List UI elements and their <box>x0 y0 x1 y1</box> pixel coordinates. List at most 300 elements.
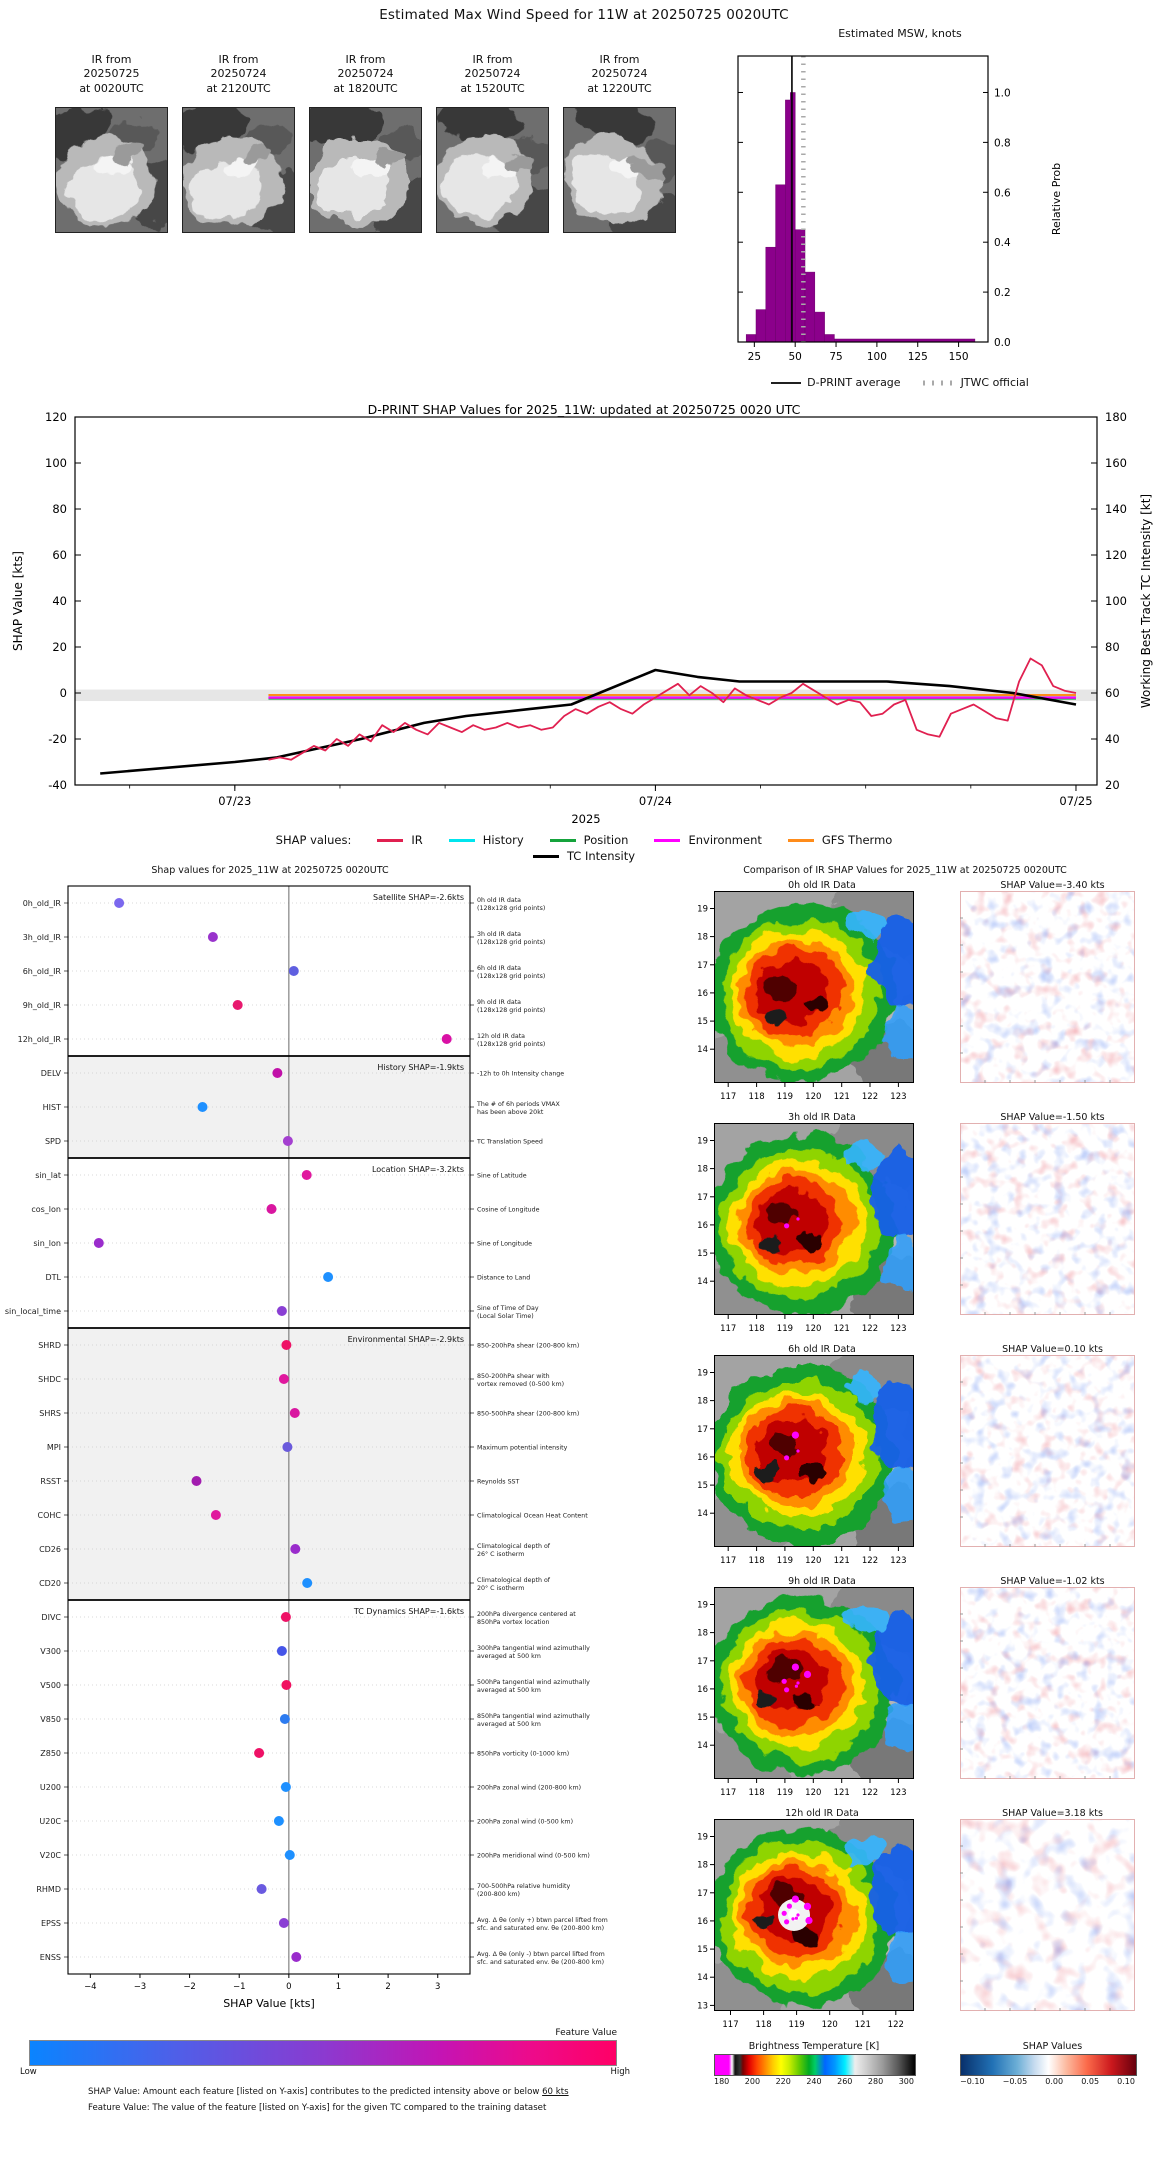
ir-thumbnail <box>563 53 676 237</box>
shap-dot <box>277 1306 287 1316</box>
section-label: Location SHAP=-3.2kts <box>371 1165 464 1174</box>
feature-label: DELV <box>40 1069 61 1078</box>
svg-text:121: 121 <box>854 2020 871 2030</box>
feature-label: U20C <box>39 1817 61 1826</box>
timeseries-ylabel-left: SHAP Value [kts] <box>11 551 25 651</box>
svg-text:0.8: 0.8 <box>994 137 1011 150</box>
brightness-temp-ticks <box>714 2077 914 2086</box>
comparison-row <box>698 880 1168 1107</box>
comparison-row <box>698 1808 1168 2035</box>
histogram-bar <box>805 272 815 342</box>
feature-description: 850hPa vorticity (0-1000 km) <box>477 1750 570 1758</box>
ir-data-panel <box>698 1576 930 1803</box>
ir-satellite-image <box>436 107 549 233</box>
comparison-row <box>698 1112 1168 1339</box>
svg-text:119: 119 <box>776 1092 794 1102</box>
feature-description: Sine of Time of Day (Local Solar Time) <box>477 1305 539 1320</box>
svg-text:0: 0 <box>59 686 67 700</box>
svg-text:14: 14 <box>698 1277 708 1288</box>
svg-text:18: 18 <box>698 1628 708 1639</box>
shap-dot <box>281 1782 291 1792</box>
svg-text:117: 117 <box>722 2020 739 2030</box>
timeseries-xlabel: 2025 <box>571 812 601 826</box>
ir-thumbnail <box>182 53 295 237</box>
svg-text:0: 0 <box>286 1982 292 1992</box>
shap-dot <box>290 1544 300 1554</box>
svg-text:120: 120 <box>45 410 67 424</box>
solid-line-swatch <box>771 379 801 387</box>
svg-text:122: 122 <box>887 2020 904 2030</box>
svg-text:122: 122 <box>861 1092 879 1102</box>
shap-dot <box>282 1442 292 1452</box>
ir-data-title: 12h old IR Data <box>785 1808 859 1819</box>
svg-text:118: 118 <box>748 1092 765 1102</box>
feature-description: Avg. Δ θe (only -) btwn parcel lifted from sfc. and saturated env. θe (200-800 km) <box>477 1951 605 1966</box>
svg-text:119: 119 <box>776 1556 794 1566</box>
svg-text:17: 17 <box>698 1888 708 1899</box>
shap-dot <box>291 1952 301 1962</box>
timeseries-ylabel-right: Working Best Track TC Intensity [kt] <box>1139 493 1153 709</box>
svg-text:100: 100 <box>866 351 887 363</box>
svg-text:17: 17 <box>698 960 708 971</box>
svg-text:100: 100 <box>45 456 67 470</box>
svg-text:18: 18 <box>698 1396 708 1407</box>
feature-description: 0h old IR data (128x128 grid points) <box>477 897 546 912</box>
feature-description: 200hPa meridional wind (0-500 km) <box>477 1852 590 1860</box>
svg-text:122: 122 <box>861 1556 879 1566</box>
ir-data-plot <box>698 1819 914 2031</box>
shap-dot <box>285 1850 295 1860</box>
svg-text:-40: -40 <box>48 778 67 792</box>
feature-label: sin_lat <box>35 1171 61 1180</box>
svg-text:140: 140 <box>1105 502 1127 516</box>
feature-label: sin_local_time <box>4 1307 61 1316</box>
svg-text:18: 18 <box>698 932 708 943</box>
svg-text:117: 117 <box>720 1556 737 1566</box>
feature-description: Reynolds SST <box>477 1478 520 1486</box>
legend-dprint-average: D-PRINT average <box>771 376 900 389</box>
ir-data-plot <box>698 1587 914 1799</box>
comparison-row <box>698 1344 1168 1571</box>
svg-text:19: 19 <box>698 1136 708 1147</box>
svg-text:3: 3 <box>435 1982 441 1992</box>
feature-description: 850-500hPa shear (200-800 km) <box>477 1410 580 1418</box>
feature-label: V850 <box>40 1715 61 1724</box>
feature-description: TC Translation Speed <box>477 1138 543 1146</box>
section-label: Environmental SHAP=-2.9kts <box>347 1335 464 1344</box>
section-label: Satellite SHAP=-2.6kts <box>373 893 464 902</box>
feature-description: Cosine of Longitude <box>477 1206 540 1214</box>
svg-text:100: 100 <box>1105 594 1127 608</box>
svg-text:13: 13 <box>698 2001 708 2012</box>
ir-thumbnail <box>55 53 168 237</box>
svg-text:119: 119 <box>776 1324 794 1334</box>
bt-tick: 200 <box>744 2077 761 2086</box>
ir-data-panel <box>698 1112 930 1339</box>
feature-description: 9h old IR data (128x128 grid points) <box>477 999 546 1014</box>
feature-description: Sine of Latitude <box>477 1172 527 1180</box>
svg-text:15: 15 <box>698 1945 708 1956</box>
svg-text:15: 15 <box>698 1017 708 1028</box>
shap-timeseries-section <box>0 403 1168 863</box>
shap-tick: 0.00 <box>1045 2077 1064 2086</box>
ir-thumbnail <box>309 53 422 237</box>
ir-data-panel <box>698 1808 930 2035</box>
feature-description: 200hPa zonal wind (0-500 km) <box>477 1818 574 1826</box>
feature-label: V500 <box>40 1681 61 1690</box>
shap-map-panel <box>960 880 1145 1107</box>
shap-values-gradient-bar <box>960 2054 1137 2076</box>
feature-label: sin_lon <box>33 1239 61 1248</box>
svg-text:119: 119 <box>776 1788 794 1798</box>
shap-dot <box>302 1578 312 1588</box>
shap-dot <box>257 1884 267 1894</box>
svg-text:−3: −3 <box>133 1982 147 1992</box>
shap-dot <box>302 1170 312 1180</box>
shap-value-map <box>960 1355 1135 1547</box>
shap-dot <box>94 1238 104 1248</box>
feature-label: COHC <box>37 1511 61 1520</box>
underlined-threshold: 60 kts <box>542 2087 569 2097</box>
svg-text:20: 20 <box>52 640 67 654</box>
feature-description: 3h old IR data (128x128 grid points) <box>477 931 546 946</box>
shap-map-title: SHAP Value=-1.50 kts <box>1000 1112 1105 1123</box>
footnote-feature-value: Feature Value: The value of the feature [listed on Y-axis] for the given TC compared to the training dataset <box>88 2102 547 2113</box>
feature-label: SHRD <box>38 1341 61 1350</box>
shap-dot <box>279 1918 289 1928</box>
svg-text:117: 117 <box>720 1788 737 1798</box>
ir-thumbnail <box>436 53 549 237</box>
feature-label: SPD <box>44 1137 61 1146</box>
shap-map-panel <box>960 1808 1145 2035</box>
shap-dot <box>272 1068 282 1078</box>
shap-map-panel <box>960 1576 1145 1803</box>
shap-map-panel <box>960 1344 1145 1571</box>
shap-dot <box>192 1476 202 1486</box>
msw-histogram-svg <box>726 42 1074 372</box>
dotted-line-swatch <box>921 378 955 388</box>
shap-tick: 0.10 <box>1117 2077 1135 2086</box>
svg-text:40: 40 <box>52 594 67 608</box>
shap-tick: 0.05 <box>1081 2077 1100 2086</box>
feature-label: MPI <box>46 1443 61 1452</box>
bt-tick: 240 <box>806 2077 822 2086</box>
ir-thumbnail-label: IR from 20250724 at 2120UTC <box>206 53 271 95</box>
feature-label: DIVC <box>41 1613 61 1622</box>
svg-text:17: 17 <box>698 1192 708 1203</box>
feature-description: 850-200hPa shear with vortex removed (0-500 km) <box>477 1373 565 1388</box>
brightness-temp-colorbar <box>698 2041 930 2086</box>
shap-dot <box>233 1000 243 1010</box>
shap-value-map <box>960 1587 1135 1779</box>
shap-map-title: SHAP Value=3.18 kts <box>1002 1808 1103 1819</box>
feature-description: Climatological depth of 26° C isotherm <box>477 1543 551 1558</box>
svg-text:17: 17 <box>698 1656 708 1667</box>
msw-histogram <box>724 42 1076 376</box>
feature-description: 850-200hPa shear (200-800 km) <box>477 1342 580 1350</box>
svg-text:119: 119 <box>788 2020 805 2030</box>
svg-text:120: 120 <box>805 1324 822 1334</box>
legend-environment: Environment <box>654 833 761 847</box>
ir-satellite-image <box>55 107 168 233</box>
svg-text:07/23: 07/23 <box>218 794 252 808</box>
svg-text:150: 150 <box>948 351 969 363</box>
svg-text:25: 25 <box>747 351 762 363</box>
line-swatch <box>654 839 680 842</box>
feature-label: V20C <box>39 1851 61 1860</box>
section-label: History SHAP=-1.9kts <box>377 1063 464 1072</box>
svg-text:75: 75 <box>829 351 843 363</box>
shap-map-title: SHAP Value=0.10 kts <box>1002 1344 1103 1355</box>
svg-text:80: 80 <box>1105 640 1120 654</box>
ir-data-panel <box>698 1344 930 1571</box>
bt-tick: 300 <box>898 2077 914 2086</box>
footnotes <box>88 2085 650 2117</box>
svg-text:18: 18 <box>698 1164 708 1175</box>
svg-text:16: 16 <box>698 1220 708 1231</box>
feature-description: Climatological Ocean Heat Content <box>477 1512 588 1520</box>
ir-data-plot <box>698 1355 914 1567</box>
svg-text:15: 15 <box>698 1481 708 1492</box>
feature-value-gradient-bar <box>29 2040 617 2066</box>
svg-text:1: 1 <box>335 1982 342 1992</box>
ir-data-title: 0h old IR Data <box>788 880 856 891</box>
svg-text:120: 120 <box>821 2020 838 2030</box>
line-swatch <box>377 839 403 842</box>
dotplot-title: Shap values for 2025_11W at 20250725 0020UTC <box>151 865 389 876</box>
bt-tick: 220 <box>775 2077 791 2086</box>
svg-text:120: 120 <box>805 1556 822 1566</box>
ir-satellite-image <box>309 107 422 233</box>
svg-text:60: 60 <box>52 548 67 562</box>
feature-label: CD26 <box>39 1545 61 1554</box>
series-tc-intensity <box>100 670 1076 774</box>
dotplot-column <box>0 865 650 2117</box>
svg-text:125: 125 <box>907 351 928 363</box>
feature-description: 12h old IR data (128x128 grid points) <box>477 1033 546 1048</box>
feature-description: 300hPa tangential wind azimuthally averaged at 500 km <box>477 1645 590 1660</box>
feature-description: 700-500hPa relative humidity (200-800 km) <box>477 1883 571 1898</box>
shap-dot <box>254 1748 264 1758</box>
feature-label: EPSS <box>40 1919 61 1928</box>
section-shading <box>68 1328 470 1600</box>
legend-prefix: SHAP values: <box>275 833 352 847</box>
feature-description: 6h old IR data (128x128 grid points) <box>477 965 546 980</box>
svg-text:16: 16 <box>698 1452 708 1463</box>
feature-description: Sine of Longitude <box>477 1240 533 1248</box>
shap-timeseries-svg <box>0 403 1168 827</box>
svg-text:14: 14 <box>698 1741 708 1752</box>
bt-tick: 260 <box>837 2077 853 2086</box>
svg-text:117: 117 <box>720 1324 737 1334</box>
shap-dot <box>281 1612 291 1622</box>
feature-value-colorbar <box>0 2028 650 2077</box>
feature-value-low-label: Low <box>20 2067 37 2077</box>
feature-value-labels <box>20 2067 630 2077</box>
svg-text:14: 14 <box>698 1973 708 1984</box>
svg-text:19: 19 <box>698 1368 708 1379</box>
svg-text:07/25: 07/25 <box>1059 794 1093 808</box>
feature-description: 200hPa divergence centered at 850hPa vortex location <box>477 1611 576 1626</box>
feature-description: Avg. Δ θe (only +) btwn parcel lifted from sfc. and saturated env. θe (200-800 km) <box>477 1917 608 1932</box>
svg-text:121: 121 <box>833 1556 850 1566</box>
feature-label: SHRS <box>39 1409 61 1418</box>
svg-text:122: 122 <box>861 1788 879 1798</box>
comparison-title: Comparison of IR SHAP Values for 2025_11W at 20250725 0020UTC <box>743 865 1067 876</box>
feature-label: V300 <box>40 1647 61 1656</box>
svg-text:160: 160 <box>1105 456 1127 470</box>
svg-text:−4: −4 <box>84 1982 97 1992</box>
shap-dot <box>283 1136 293 1146</box>
svg-text:15: 15 <box>698 1713 708 1724</box>
feature-label: HIST <box>42 1103 61 1112</box>
svg-text:15: 15 <box>698 1249 708 1260</box>
bt-tick: 280 <box>867 2077 884 2086</box>
shap-values-colorbar-title: SHAP Values <box>1022 2041 1083 2052</box>
histogram-bar <box>776 185 786 342</box>
histogram-title: Estimated MSW, knots <box>838 27 962 40</box>
histogram-bar <box>825 335 835 343</box>
shap-dot <box>277 1646 287 1656</box>
shap-dotplot-svg <box>0 878 650 2020</box>
feature-label: CD20 <box>39 1579 61 1588</box>
svg-text:0.4: 0.4 <box>994 237 1011 250</box>
ir-satellite-image <box>563 107 676 233</box>
comparison-rows <box>650 880 1168 2035</box>
svg-text:120: 120 <box>805 1788 822 1798</box>
comparison-row <box>698 1576 1168 1803</box>
shap-map-panel <box>960 1112 1145 1339</box>
shap-timeseries-chart <box>0 403 1168 831</box>
msw-histogram-block <box>724 27 1076 389</box>
svg-text:20: 20 <box>1105 778 1120 792</box>
svg-text:2: 2 <box>385 1982 391 1992</box>
shap-value-map <box>960 891 1135 1083</box>
svg-text:121: 121 <box>833 1092 850 1102</box>
svg-text:180: 180 <box>1105 410 1127 424</box>
shap-dot <box>208 932 218 942</box>
shap-dot <box>442 1034 452 1044</box>
dotplot-xlabel: SHAP Value [kts] <box>223 1997 315 2010</box>
shap-dot <box>289 966 299 976</box>
svg-text:40: 40 <box>1105 732 1120 746</box>
feature-label: DTL <box>45 1273 61 1282</box>
svg-text:16: 16 <box>698 1684 708 1695</box>
shap-map-title: SHAP Value=-3.40 kts <box>1000 880 1105 891</box>
shap-dot <box>281 1340 291 1350</box>
feature-label: 9h_old_IR <box>22 1001 61 1010</box>
line-swatch <box>788 839 814 842</box>
ir-thumbnail-label: IR from 20250724 at 1220UTC <box>587 53 652 95</box>
feature-description: Maximum potential intensity <box>477 1444 568 1452</box>
svg-text:118: 118 <box>755 2020 772 2030</box>
ir-thumbnail-label: IR from 20250724 at 1520UTC <box>460 53 525 95</box>
shap-values-ticks <box>960 2077 1135 2086</box>
ir-data-title: 9h old IR Data <box>788 1576 856 1587</box>
brightness-temp-gradient-bar <box>714 2054 916 2076</box>
svg-text:19: 19 <box>698 1600 708 1611</box>
svg-text:123: 123 <box>890 1556 907 1566</box>
ir-comparison-column <box>650 865 1168 2117</box>
line-swatch <box>550 839 576 842</box>
ir-data-title: 6h old IR Data <box>788 1344 856 1355</box>
feature-label: 6h_old_IR <box>22 967 61 976</box>
ir-thumbnail-label: IR from 20250724 at 1820UTC <box>333 53 398 95</box>
svg-text:122: 122 <box>861 1324 879 1334</box>
shap-dot <box>211 1510 221 1520</box>
feature-label: 12h_old_IR <box>17 1035 61 1044</box>
feature-label: 0h_old_IR <box>22 899 61 908</box>
svg-text:1.0: 1.0 <box>994 87 1011 100</box>
ir-data-plot <box>698 1123 914 1335</box>
svg-text:50: 50 <box>788 351 802 363</box>
legend-ir: IR <box>377 833 422 847</box>
svg-text:14: 14 <box>698 1509 708 1520</box>
svg-text:0.6: 0.6 <box>994 187 1011 200</box>
svg-text:60: 60 <box>1105 686 1120 700</box>
shap-tick: −0.10 <box>960 2077 985 2086</box>
histogram-bar <box>795 230 805 342</box>
shap-value-map <box>960 1123 1135 1315</box>
svg-text:0.2: 0.2 <box>994 287 1011 300</box>
feature-label: 3h_old_IR <box>22 933 61 942</box>
shap-dot <box>114 898 124 908</box>
shap-values-colorbar <box>960 2041 1145 2086</box>
legend-jtwc-official: JTWC official <box>921 376 1029 389</box>
brightness-temp-colorbar-title: Brightness Temperature [K] <box>748 2041 880 2052</box>
svg-text:16: 16 <box>698 988 708 999</box>
feature-label: SHDC <box>38 1375 61 1384</box>
shap-tick: −0.05 <box>1002 2077 1028 2086</box>
shap-map-title: SHAP Value=-1.02 kts <box>1000 1576 1105 1587</box>
shap-dot <box>280 1714 290 1724</box>
timeseries-legend-row2 <box>0 849 1168 863</box>
line-swatch <box>449 839 475 842</box>
svg-text:17: 17 <box>698 1424 708 1435</box>
legend-tc-intensity: TC Intensity <box>533 849 635 863</box>
feature-label: RSST <box>40 1477 61 1486</box>
feature-description: 850hPa tangential wind azimuthally averaged at 500 km <box>477 1713 590 1728</box>
feature-label: cos_lon <box>31 1205 61 1214</box>
bt-tick: 180 <box>714 2077 730 2086</box>
shap-dot <box>274 1816 284 1826</box>
histogram-ylabel: Relative Prob <box>1050 162 1063 236</box>
footnote-shap-value: SHAP Value: Amount each feature [listed on Y-axis] contributes to the predicted intensity above or below 60 kts <box>88 2087 569 2097</box>
ir-data-title: 3h old IR Data <box>788 1112 856 1123</box>
ir-thumbnail-label: IR from 20250725 at 0020UTC <box>79 53 144 95</box>
timeseries-title: D-PRINT SHAP Values for 2025_11W: updated at 20250725 0020 UTC <box>367 403 801 417</box>
shap-dot <box>198 1102 208 1112</box>
feature-description: Distance to Land <box>477 1274 531 1282</box>
legend-gfs-thermo: GFS Thermo <box>788 833 892 847</box>
svg-text:117: 117 <box>720 1092 737 1102</box>
svg-text:-20: -20 <box>48 732 67 746</box>
histogram-bar <box>790 93 795 343</box>
svg-text:123: 123 <box>890 1324 907 1334</box>
feature-description: 200hPa zonal wind (200-800 km) <box>477 1784 582 1792</box>
histogram-bar <box>815 312 825 342</box>
svg-text:0.0: 0.0 <box>994 337 1011 349</box>
svg-text:80: 80 <box>52 502 67 516</box>
shap-dot <box>290 1408 300 1418</box>
feature-value-colorbar-title: Feature Value <box>555 2028 617 2038</box>
bottom-section <box>0 865 1168 2117</box>
svg-text:118: 118 <box>748 1788 765 1798</box>
svg-text:−2: −2 <box>183 1982 196 1992</box>
feature-description: The # of 6h periods VMAX has been above 20kt <box>477 1101 560 1116</box>
feature-label: Z850 <box>40 1749 61 1758</box>
section-label: TC Dynamics SHAP=-1.6kts <box>353 1607 464 1616</box>
